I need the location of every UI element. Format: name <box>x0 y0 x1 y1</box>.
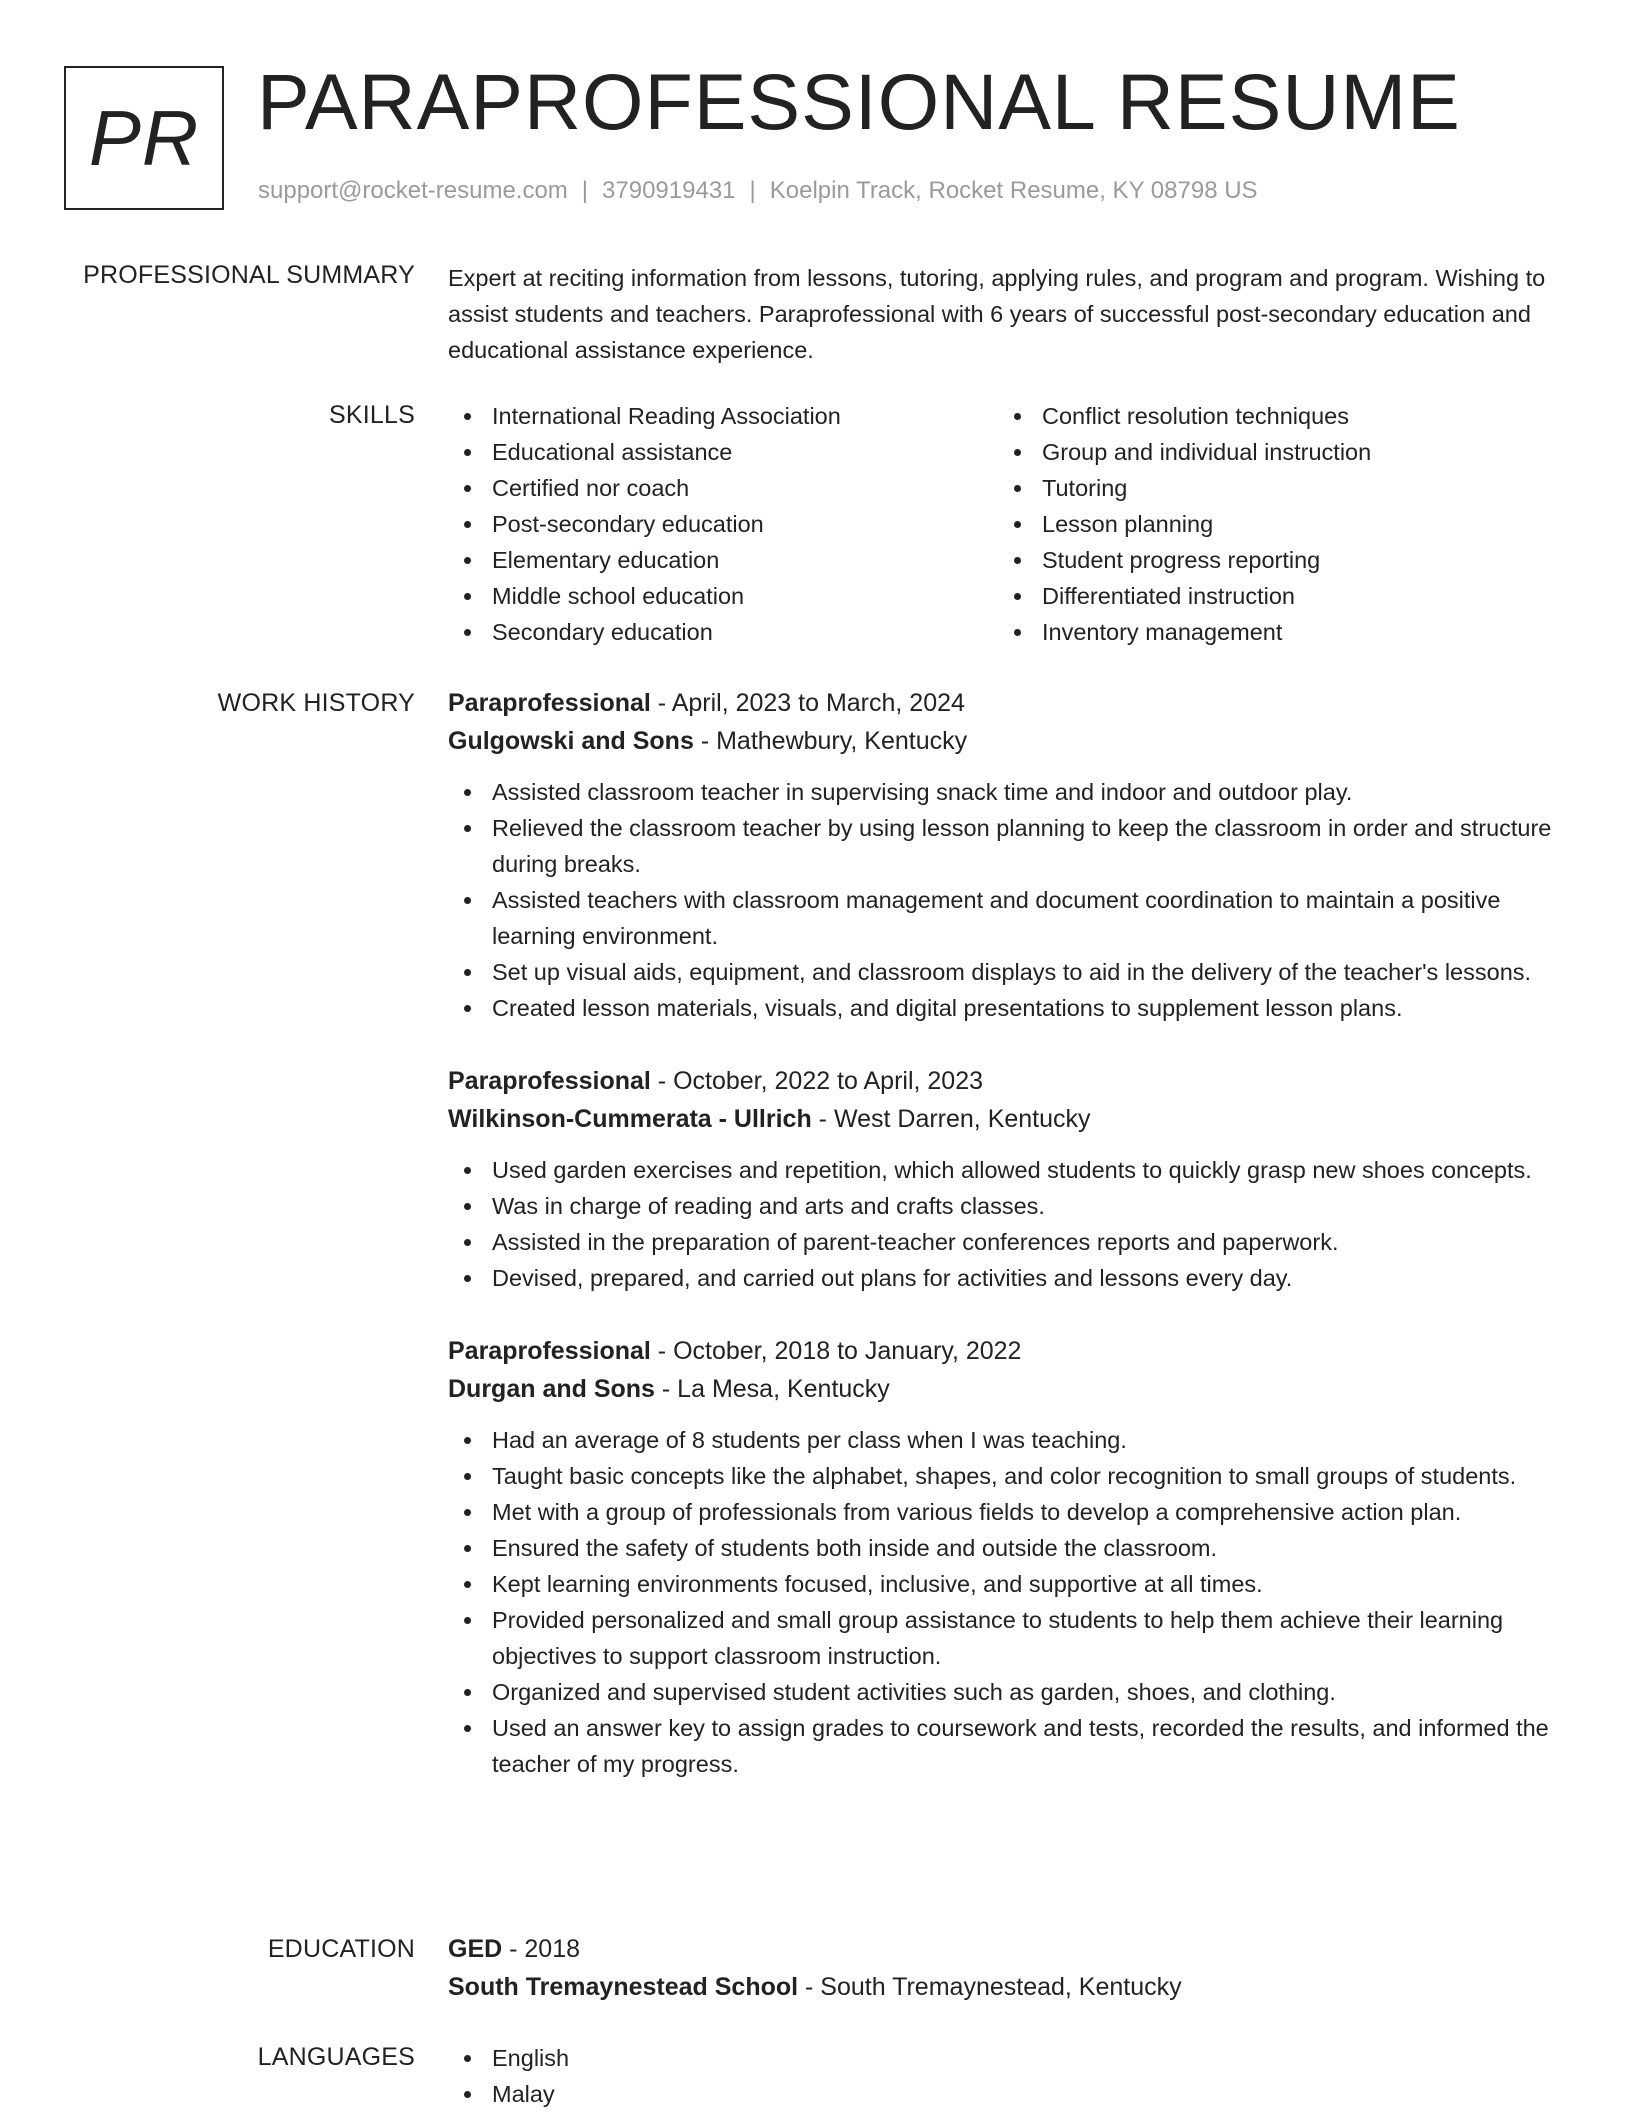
job-company-line <box>448 1100 1573 1138</box>
job-entry <box>448 1332 1573 1782</box>
job-bullet-list <box>448 774 1573 1026</box>
job-company: Durgan and Sons <box>448 1375 655 1403</box>
contact-separator: | <box>581 177 589 204</box>
skill-item: Inventory management <box>998 614 1548 650</box>
job-bullet: Devised, prepared, and carried out plans for activities and lessons every day. <box>448 1260 1573 1296</box>
skill-item: Student progress reporting <box>998 542 1548 578</box>
contact-separator: | <box>749 177 756 204</box>
education-body <box>448 1930 1573 2006</box>
job-company: Gulgowski and Sons <box>448 727 694 755</box>
skill-item: Educational assistance <box>448 434 998 470</box>
skill-item: Differentiated instruction <box>998 578 1548 614</box>
skill-item: Tutoring <box>998 470 1548 506</box>
job-dates: - October, 2022 to April, 2023 <box>650 1067 984 1095</box>
job-bullet: Used garden exercises and repetition, which allowed students to quickly grasp new shoes concepts. <box>448 1152 1573 1188</box>
skills-list-right <box>998 398 1548 650</box>
job-entry <box>448 1062 1573 1296</box>
contact-email: support@rocket-resume.com <box>258 177 568 204</box>
job-bullet: Kept learning environments focused, inclusive, and supportive at all times. <box>448 1566 1573 1602</box>
languages-label: LANGUAGES <box>257 2043 415 2071</box>
skill-item: Certified nor coach <box>448 470 998 506</box>
language-item: English <box>448 2040 1573 2076</box>
job-location: - La Mesa, Kentucky <box>654 1375 890 1403</box>
job-company-line <box>448 722 1573 760</box>
skills-body <box>448 398 1573 650</box>
job-bullet: Ensured the safety of students both inside and outside the classroom. <box>448 1530 1573 1566</box>
work-label: WORK HISTORY <box>217 689 415 717</box>
languages-list <box>448 2040 1573 2112</box>
education-label: EDUCATION <box>267 1935 415 1963</box>
job-location: - Mathewbury, Kentucky <box>693 727 968 755</box>
job-title-line <box>448 684 1573 722</box>
contact-line <box>258 175 1258 207</box>
page-title: PARAPROFESSIONAL RESUME <box>257 57 1461 146</box>
job-bullet: Created lesson materials, visuals, and digital presentations to supplement lesson plans. <box>448 990 1573 1026</box>
contact-phone: 3790919431 <box>602 177 736 204</box>
job-bullet: Set up visual aids, equipment, and classroom displays to aid in the delivery of the teacher's lessons. <box>448 954 1573 990</box>
job-title: Paraprofessional <box>448 1337 651 1365</box>
job-title: Paraprofessional <box>448 1067 651 1095</box>
skill-item: Lesson planning <box>998 506 1548 542</box>
skills-list-left <box>448 398 998 650</box>
job-bullet: Assisted in the preparation of parent-teacher conferences reports and paperwork. <box>448 1224 1573 1260</box>
job-title-line <box>448 1332 1573 1370</box>
job-dates: - October, 2018 to January, 2022 <box>650 1337 1022 1365</box>
summary-text: Expert at reciting information from lessons, tutoring, applying rules, and program and program. Wishing to assist students and teachers. Paraprofessional with 6 years of successful post-secondary education and educational assistance experience. <box>448 265 1546 363</box>
education-location: - South Tremaynestead, Kentucky <box>798 1973 1182 2001</box>
education-school: South Tremaynestead School <box>448 1973 799 2001</box>
contact-address: Koelpin Track, Rocket Resume, KY 08798 US <box>769 177 1258 204</box>
skill-item: Elementary education <box>448 542 998 578</box>
job-bullet: Assisted teachers with classroom management and document coordination to maintain a positive learning environment. <box>448 882 1573 954</box>
monogram: PR <box>64 66 224 210</box>
language-item: Malay <box>448 2076 1573 2112</box>
skill-item: Conflict resolution techniques <box>998 398 1548 434</box>
skill-item: Group and individual instruction <box>998 434 1548 470</box>
education-school-line <box>448 1968 1573 2006</box>
education-degree-line <box>448 1930 1573 1968</box>
job-location: - West Darren, Kentucky <box>811 1105 1091 1133</box>
languages-body <box>448 2040 1573 2112</box>
job-company: Wilkinson-Cummerata - Ullrich <box>448 1105 812 1133</box>
job-bullet: Used an answer key to assign grades to coursework and tests, recorded the results, and informed the teacher of my progress. <box>448 1710 1573 1782</box>
education-year: - 2018 <box>502 1935 581 1963</box>
job-title: Paraprofessional <box>448 689 651 717</box>
education-degree: GED <box>448 1935 503 1963</box>
job-entry <box>448 684 1573 1026</box>
work-body <box>448 684 1573 1818</box>
job-bullet: Taught basic concepts like the alphabet, shapes, and color recognition to small groups of students. <box>448 1458 1573 1494</box>
job-bullet: Organized and supervised student activities such as garden, shoes, and clothing. <box>448 1674 1573 1710</box>
job-title-line <box>448 1062 1573 1100</box>
skills-label: SKILLS <box>329 401 415 429</box>
skill-item: International Reading Association <box>448 398 998 434</box>
skill-item: Secondary education <box>448 614 998 650</box>
job-bullet-list <box>448 1422 1573 1782</box>
summary-label: PROFESSIONAL SUMMARY <box>83 261 415 289</box>
job-bullet: Relieved the classroom teacher by using lesson planning to keep the classroom in order and structure during breaks. <box>448 810 1573 882</box>
job-bullet: Was in charge of reading and arts and crafts classes. <box>448 1188 1573 1224</box>
job-bullet-list <box>448 1152 1573 1296</box>
job-bullet: Assisted classroom teacher in supervising snack time and indoor and outdoor play. <box>448 774 1573 810</box>
skill-item: Middle school education <box>448 578 998 614</box>
job-bullet: Met with a group of professionals from various fields to develop a comprehensive action plan. <box>448 1494 1573 1530</box>
job-dates: - April, 2023 to March, 2024 <box>650 689 965 717</box>
job-bullet: Had an average of 8 students per class when I was teaching. <box>448 1422 1573 1458</box>
job-company-line <box>448 1370 1573 1408</box>
skill-item: Post-secondary education <box>448 506 998 542</box>
job-bullet: Provided personalized and small group assistance to students to help them achieve their learning objectives to support classroom instruction. <box>448 1602 1573 1674</box>
